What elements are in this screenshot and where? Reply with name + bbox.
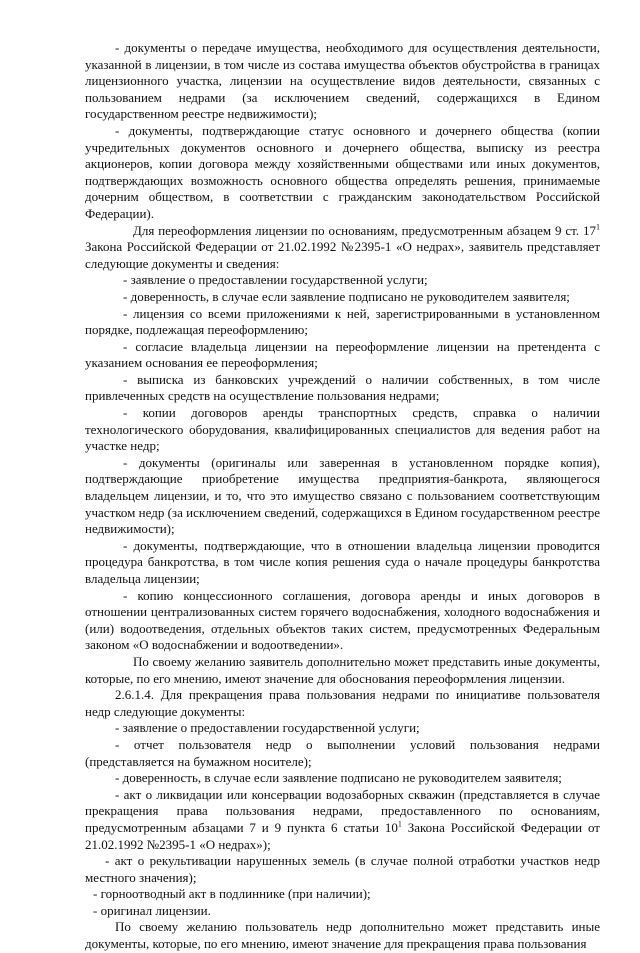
list-item-mining-allotment: - горноотводный акт в подлиннике (при наличии); [93,886,371,902]
list-item-bank-statement: - выписка из банковских учреждений о наличии собственных, в том числе привлеченных средств на осуществление пользования недрами; [85,371,600,404]
paragraph-reissue-intro-before: Для переоформления лицензии по основаниям, предусмотренным абзацем 9 ст. 17 [133,222,596,238]
paragraph-parent-subsidiary: - документы, подтверждающие статус основного и дочернего общества (копии учредительных документов основного и дочернего общества, выписку из реестра акционеров, копии договора между хозяйственными обществами или иных документов, подтверждающих возможность основного общества определять решения, принимаемые дочерним обществом, в соответствии с гражданским законодательством Российской Федерации). [85,122,600,221]
list-item-well-liquidation-after: Закона Российской Федерации от 21.02.1992 №2395-1 «О недрах»); [85,819,600,852]
section-2-6-1-4: 2.6.1.4. Для прекращения права пользования недрами по инициативе пользователя недр следующие документы: [85,687,600,719]
list-item-report: - отчет пользователя недр о выполнении условий пользования недрами (представляется на бумажном носителе); [85,736,600,769]
list-item-bankruptcy-procedure: - документы, подтверждающие, что в отношении владельца лицензии проводится процедура банкротства, в том числе копия решения суда о начале процедуры банкротства владельца лицензии; [85,537,600,586]
paragraph-reissue-intro-after: Закона Российской Федерации от 21.02.1992 №2395-1 «О недрах», заявитель представляет следующие документы и сведения: [85,239,600,271]
list-item-original-license: - оригинал лицензии. [93,902,211,918]
list-item-lease-contracts: - копии договоров аренды транспортных средств, справка о наличии технологического оборудования, квалифицированных специалистов для ведения работ на участке недр; [85,405,600,454]
list-item-application-2: - заявление о предоставлении государственной услуги; [115,720,420,736]
superscript: 1 [397,819,402,829]
list-item-reclamation: - акт о рекультивации нарушенных земель (в случае полной отработки участков недр местного значения); [85,853,600,885]
superscript: 1 [596,222,600,232]
paragraph-optional-docs: По своему желанию заявитель дополнительно может представить иные документы, которые, по его мнению, имеют значение для обоснования переоформления лицензии. [85,653,600,686]
list-item-application: - заявление о предоставлении государственной услуги; [123,272,428,288]
list-item-power-of-attorney-2: - доверенность, в случае если заявление подписано не руководителем заявителя; [115,770,562,786]
list-item-well-liquidation [85,787,600,853]
list-item-license: - лицензия со всеми приложениями к ней, зарегистрированными в установленном порядке, подлежащая переоформлению; [85,305,600,338]
paragraph-optional-docs-2: По своему желанию пользователь недр дополнительно может представить иные документы, которые, по его мнению, имеют значение для прекращения права пользования [85,919,600,952]
list-item-power-of-attorney: - доверенность, в случае если заявление подписано не руководителем заявителя; [123,288,570,304]
list-item-consent: - согласие владельца лицензии на переоформление лицензии на претендента с указанием основания ее переоформления; [85,338,600,371]
list-item-well-liquidation-before: - акт о ликвидации или консервации водозаборных скважин (представляется в случае прекращения права пользования недрами, предоставленного по основаниям, предусмотренным абзацами 7 и 9 пункта 6 статьи 10 [85,786,600,835]
paragraph-property-transfer: - документы о передаче имущества, необходимого для осуществления деятельности, указанной в лицензии, в том числе из состава имущества объектов обустройства в границах лицензионного участка, лицензии на осуществление видов деятельности, связанных с пользованием недрами (за исключением сведений, содержащихся в Едином государственном реестре недвижимости); [85,40,600,122]
list-item-concession: - копию концессионного соглашения, договора аренды и иных договоров в отношении централизованных систем горячего водоснабжения, холодного водоснабжения и (или) водоотведения, отдельных объектов таких систем, предусмотренных Федеральным законом «О водоснабжении и водоотведении». [85,587,600,653]
paragraph-reissue-intro [85,223,600,273]
list-item-bankrupt-property: - документы (оригиналы или заверенная в установленном порядке копия), подтверждающие приобретение имущества предприятия-банкрота, являющегося владельцем лицензии, и то, что это имущество связано с пользованием соответствующим участком недр (за исключением сведений, содержащихся в Едином государственном реестре недвижимости); [85,454,600,537]
